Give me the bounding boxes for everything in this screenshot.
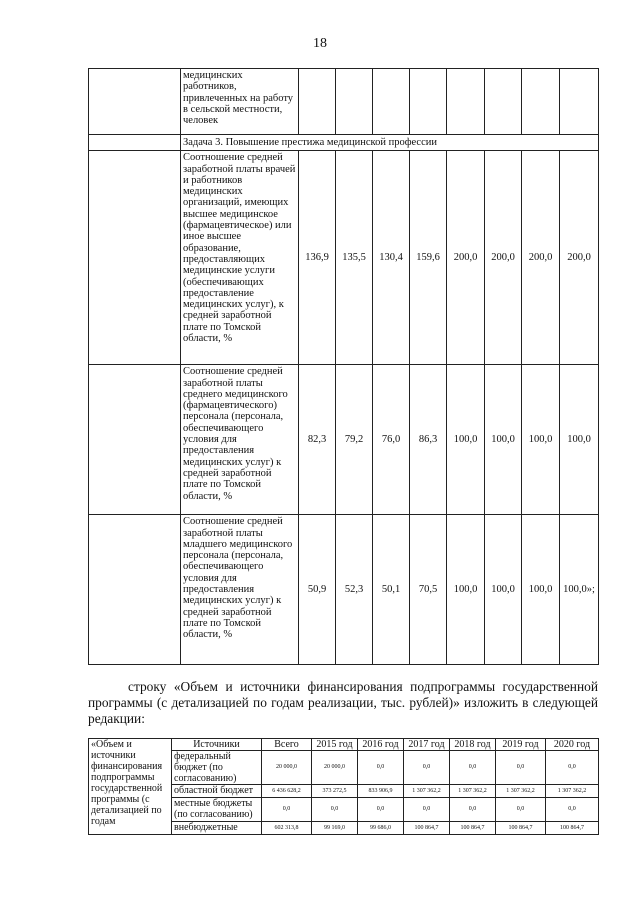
indicators-table [88,68,599,665]
value-cell: 0,0 [404,798,450,822]
table-row [89,69,599,135]
value-cell: 52,3 [336,515,373,665]
column-header: Источники [172,739,262,751]
indicator-label: медицинских работников, привлеченных на работу в сельской местности, человек [181,69,299,135]
source-label: областной бюджет [172,785,262,798]
financing-label: «Объем и источники финансирования подпрограммы государственной программы (с детализацией по годам [89,739,172,835]
value-cell: 0,0 [546,798,599,822]
value-cell: 200,0 [560,151,599,365]
value-cell: 833 906,9 [358,785,404,798]
value-cell: 50,9 [299,515,336,665]
table-header-row [89,739,599,751]
table-row [89,151,599,365]
value-cell: 100 864,7 [450,822,496,835]
value-cell: 100 864,7 [404,822,450,835]
value-cell: 20 000,0 [262,751,312,785]
value-cell: 373 272,5 [312,785,358,798]
column-header: 2020 год [546,739,599,751]
value-cell: 100,0 [522,515,560,665]
value-cell: 200,0 [447,151,485,365]
column-header: Всего [262,739,312,751]
value-cell: 76,0 [373,365,410,515]
column-header: 2015 год [312,739,358,751]
value-cell: 200,0 [485,151,522,365]
value-cell: 200,0 [522,151,560,365]
column-header: 2016 год [358,739,404,751]
table-row [89,515,599,665]
value-cell: 100,0 [485,365,522,515]
value-cell: 136,9 [299,151,336,365]
value-cell: 100 864,7 [496,822,546,835]
value-cell: 79,2 [336,365,373,515]
source-label: внебюджетные [172,822,262,835]
value-cell: 100,0 [485,515,522,665]
value-cell: 100,0»; [560,515,599,665]
value-cell: 50,1 [373,515,410,665]
column-header: 2017 год [404,739,450,751]
value-cell: 82,3 [299,365,336,515]
indicator-label: Соотношение средней заработной платы младшего медицинского персонала (персонала, обеспечивающего условия для предоставления медицинских услуг) к средней заработной плате по Томской области, % [181,515,299,665]
value-cell: 100 864,7 [546,822,599,835]
value-cell: 130,4 [373,151,410,365]
source-label: федеральный бюджет (по согласованию) [172,751,262,785]
value-cell: 100,0 [522,365,560,515]
value-cell: 0,0 [496,751,546,785]
value-cell: 99 169,0 [312,822,358,835]
indicator-label: Соотношение средней заработной платы среднего медицинского (фармацевтического) персонала (персонала, обеспечивающего условия для предоставления медицинских услуг) к средней заработной плате по Томской области, % [181,365,299,515]
value-cell: 0,0 [450,798,496,822]
task-title: Задача 3. Повышение престижа медицинской профессии [181,135,599,151]
value-cell: 602 313,8 [262,822,312,835]
paragraph-text: строку «Объем и источники финансирования подпрограммы государственной программы (с детализацией по годам реализации, тыс. рублей)» изложить в следующей редакции: [88,679,598,726]
value-cell: 1 307 362,2 [404,785,450,798]
value-cell: 0,0 [404,751,450,785]
value-cell: 135,5 [336,151,373,365]
value-cell: 86,3 [410,365,447,515]
value-cell: 0,0 [496,798,546,822]
value-cell: 0,0 [546,751,599,785]
value-cell: 0,0 [358,798,404,822]
value-cell: 0,0 [358,751,404,785]
value-cell: 99 686,0 [358,822,404,835]
value-cell: 159,6 [410,151,447,365]
financing-table [88,738,599,835]
value-cell: 0,0 [450,751,496,785]
body-paragraph [88,679,598,727]
value-cell: 70,5 [410,515,447,665]
column-header: 2019 год [496,739,546,751]
value-cell: 6 436 628,2 [262,785,312,798]
value-cell: 0,0 [262,798,312,822]
indicator-label: Соотношение средней заработной платы врачей и работников медицинских организаций, имеющих высшее медицинское (фармацевтическое) или иное высшее образование, предоставляющих медицинские услуги (обеспечивающих предоставление медицинских услуг), к средней заработной плате по Томской области, % [181,151,299,365]
value-cell: 20 000,0 [312,751,358,785]
table-row [89,365,599,515]
value-cell: 1 307 362,2 [546,785,599,798]
value-cell: 1 307 362,2 [450,785,496,798]
column-header: 2018 год [450,739,496,751]
page-number: 18 [313,36,327,51]
task-row [89,135,599,151]
value-cell: 100,0 [447,515,485,665]
value-cell: 100,0 [560,365,599,515]
value-cell: 0,0 [312,798,358,822]
source-label: местные бюджеты (по согласованию) [172,798,262,822]
value-cell: 100,0 [447,365,485,515]
value-cell: 1 307 362,2 [496,785,546,798]
